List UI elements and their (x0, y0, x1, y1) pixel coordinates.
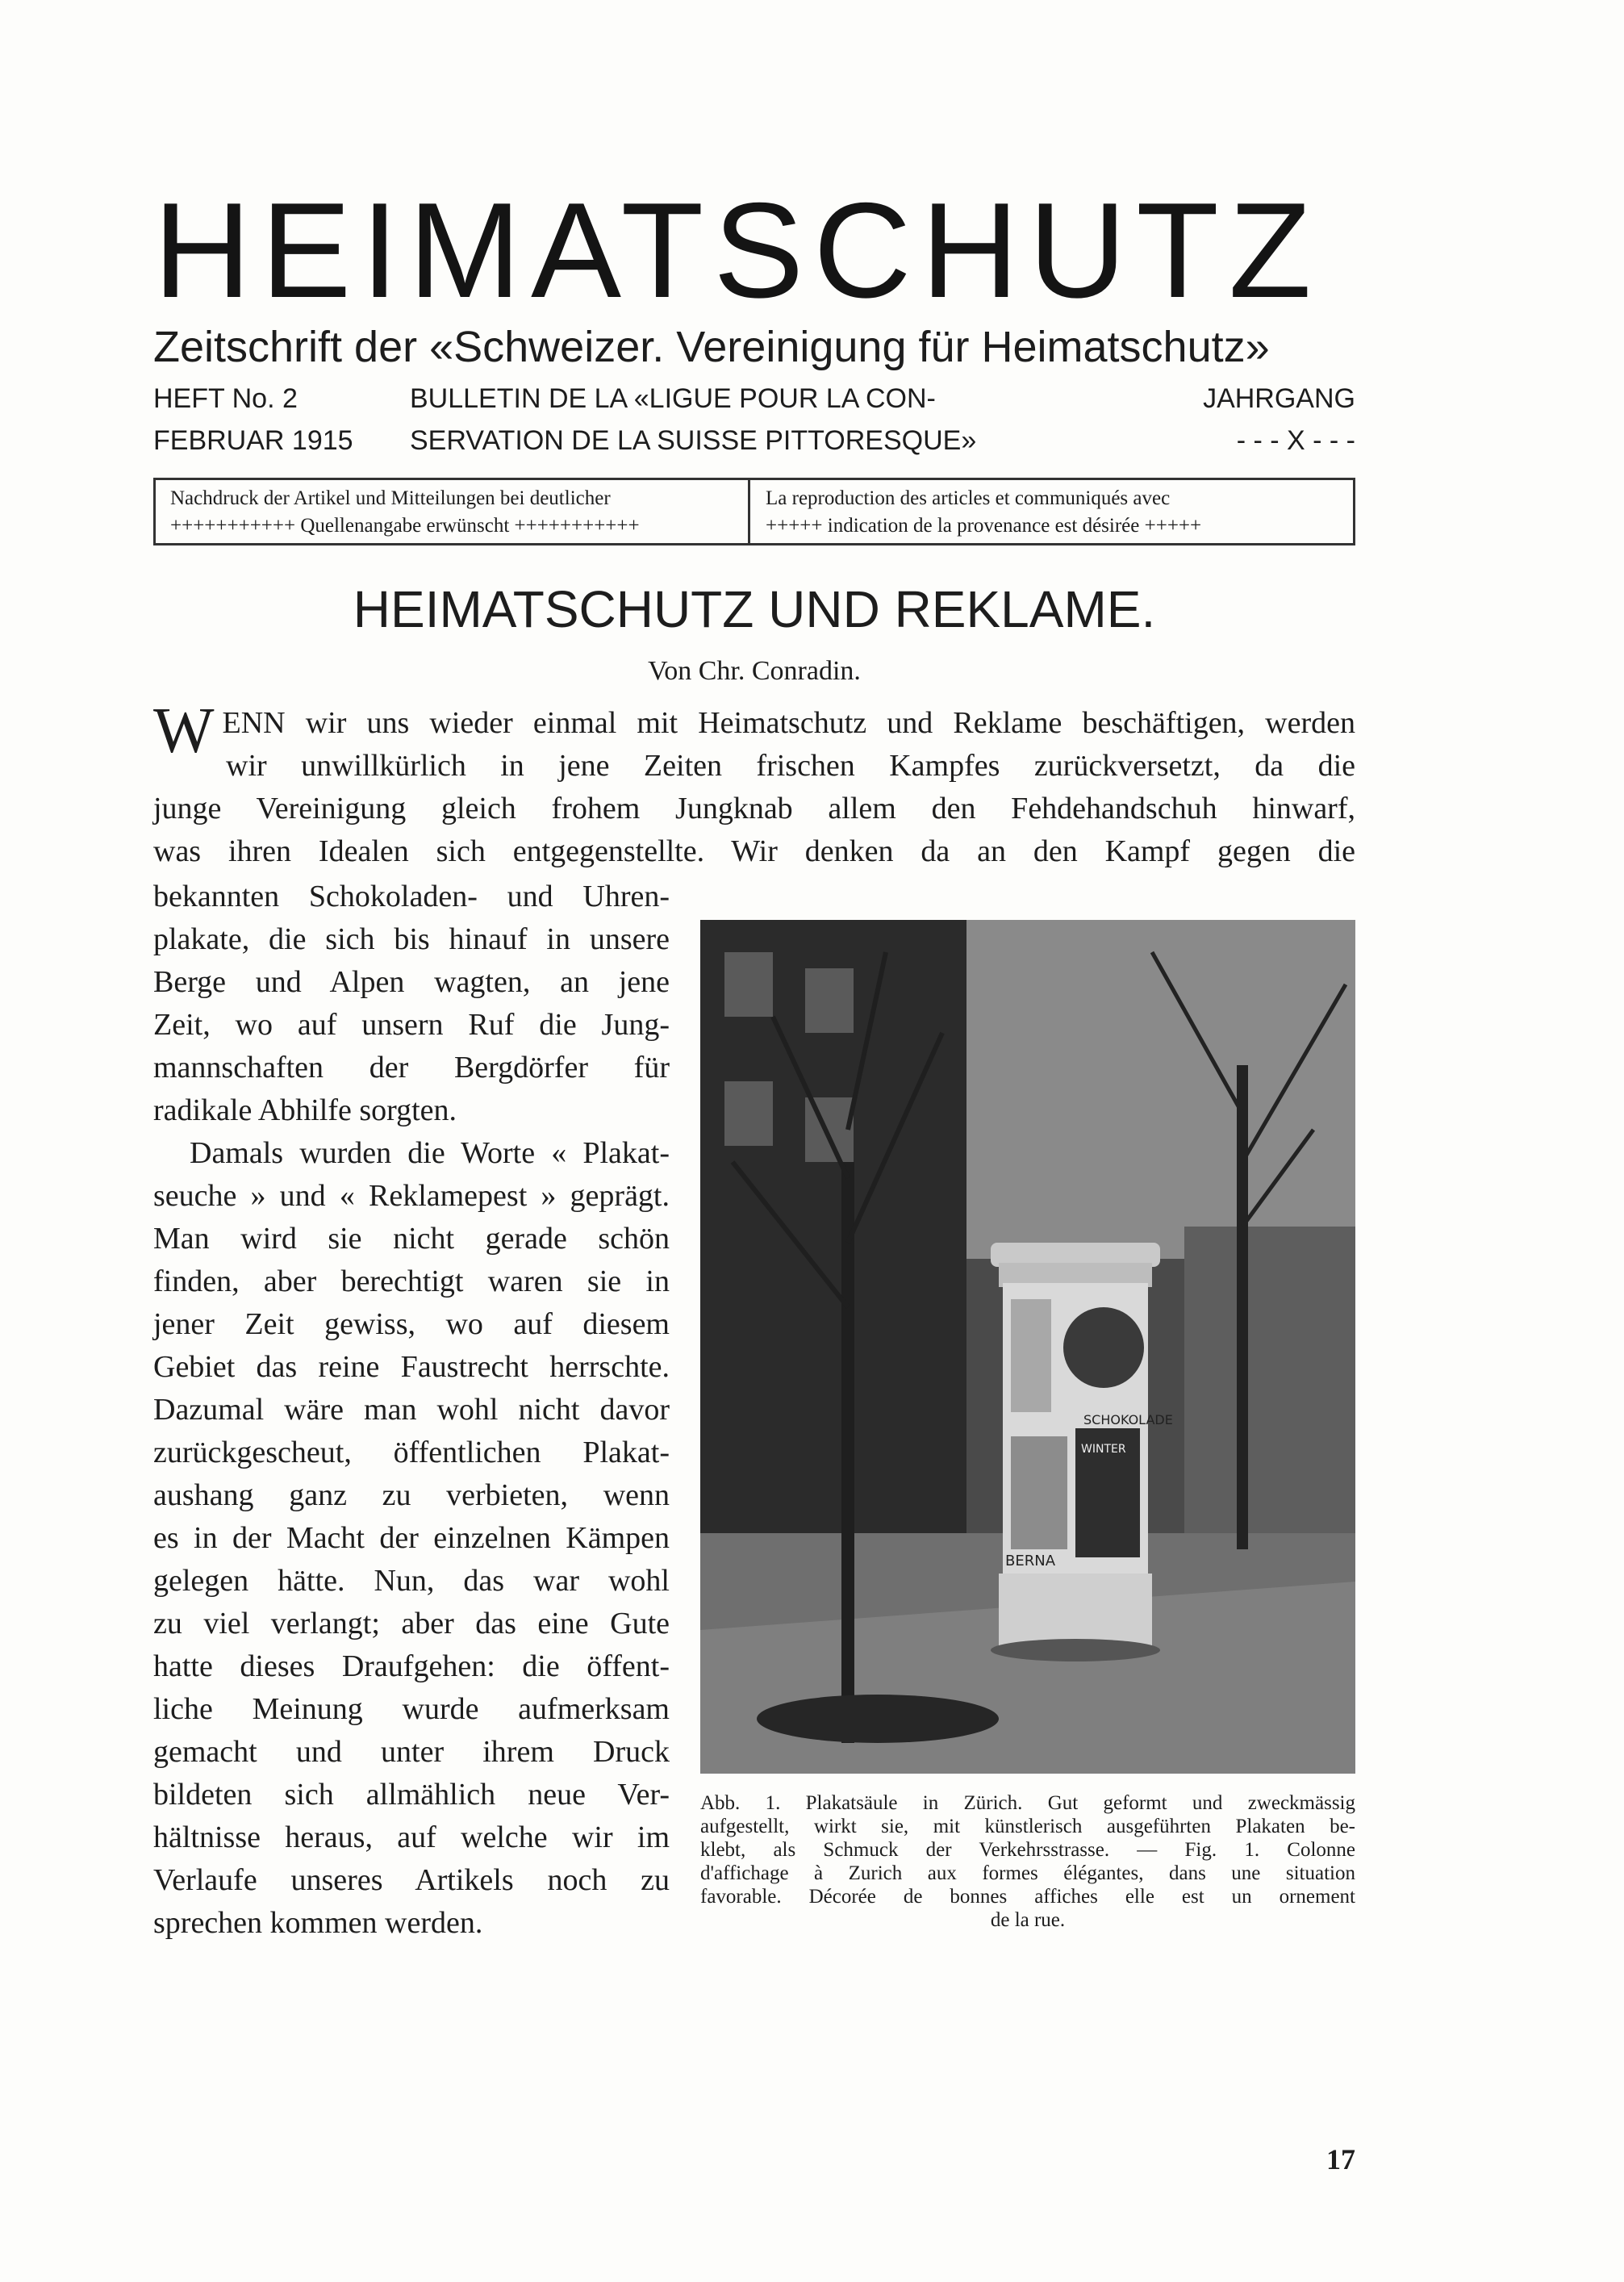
jahrgang-value: - - - X - - - (1236, 425, 1355, 456)
advertising-column-photo (700, 920, 1355, 1774)
intro-line: was ihren Idealen sich entgegenstellte. Wir denken da an den Kampf gegen die (153, 834, 1355, 868)
column-line: Berge und Alpen wagten, an jene (153, 965, 670, 999)
page-number: 17 (1326, 2143, 1355, 2175)
column-line: radikale Abhilfe sorgten. (153, 1093, 457, 1127)
poster-text-3: BERNA (1005, 1553, 1056, 1569)
column-line: liche Meinung wurde aufmerksam (153, 1692, 670, 1726)
masthead-title: HEIMATSCHUTZ (153, 174, 1321, 326)
bulletin-line-1: BULLETIN DE LA «LIGUE POUR LA CON- (410, 383, 936, 414)
bulletin-line-2: SERVATION DE LA SUISSE PITTORESQUE» (410, 425, 977, 456)
column-line: seuche » und « Reklamepest » geprägt. (153, 1179, 670, 1213)
figure-photo (700, 920, 1355, 1774)
notice-de-line-1: Nachdruck der Artikel und Mitteilungen bei deutlicher (170, 487, 611, 509)
column-line: mannschaften der Bergdörfer für (153, 1051, 670, 1085)
column-line: Zeit, wo auf unsern Ruf die Jung- (153, 1008, 670, 1042)
column-line: Man wird sie nicht gerade schön (153, 1222, 670, 1256)
article-intro (153, 696, 1355, 873)
issue-heft: HEFT No. 2 (153, 383, 298, 414)
notice-fr-line-1: La reproduction des articles et communiqués avec (766, 487, 1171, 509)
intro-line: junge Vereinigung gleich frohem Jungknab allem den Fehdehandschuh hinwarf, (153, 792, 1355, 825)
caption-line: aufgestellt, wirkt sie, mit künstlerisch ausgeführten Plakaten be- (700, 1816, 1355, 1837)
column-line: bekannten Schokoladen- und Uhren- (153, 880, 670, 913)
column-line: aushang ganz zu verbieten, wenn (153, 1478, 670, 1512)
caption-line: d'affichage à Zurich aux formes élégantes, dans une situation (700, 1862, 1355, 1884)
figure-caption (700, 1791, 1355, 1932)
column-line: zu viel verlangt; aber das eine Gute (153, 1607, 670, 1640)
column-line: gelegen hätte. Nun, das war wohl (153, 1564, 670, 1598)
column-line: gemacht und unter ihrem Druck (153, 1735, 670, 1769)
column-line: bildeten sich allmählich neue Ver- (153, 1778, 670, 1812)
column-line: Gebiet das reine Faustrecht herrschte. (153, 1350, 670, 1384)
caption-line: klebt, als Schmuck der Verkehrsstrasse. — Fig. 1. Colonne (700, 1839, 1355, 1861)
column-line: sprechen kommen werden. (153, 1906, 483, 1940)
reprint-notice-box (153, 478, 1355, 545)
column-line: es in der Macht der einzelnen Kämpen (153, 1521, 670, 1555)
poster-text-2: WINTER (1081, 1443, 1126, 1456)
column-line: finden, aber berechtigt waren sie in (153, 1264, 670, 1298)
subtitle: Zeitschrift der «Schweizer. Vereinigung für Heimatschutz» (153, 323, 1270, 371)
column-line: Damals wurden die Worte « Plakat- (190, 1136, 670, 1170)
column-line: jener Zeit gewiss, wo auf diesem (153, 1307, 670, 1341)
column-line: hatte dieses Draufgehen: die öffent- (153, 1649, 670, 1683)
column-line: Dazumal wäre man wohl nicht davor (153, 1393, 670, 1427)
article-byline: Von Chr. Conradin. (648, 656, 861, 686)
column-line: Verlaufe unseres Artikels noch zu (153, 1863, 670, 1897)
jahrgang-label: JAHRGANG (1203, 383, 1355, 414)
intro-line: ENN wir uns wieder einmal mit Heimatschutz und Reklame beschäftigen, werden (222, 706, 1355, 740)
caption-line: Abb. 1. Plakatsäule in Zürich. Gut geformt und zweckmässig (700, 1792, 1355, 1814)
article-title: HEIMATSCHUTZ UND REKLAME. (353, 580, 1156, 638)
notice-divider (748, 480, 750, 543)
column-line: hältnisse heraus, auf welche wir im (153, 1820, 670, 1854)
drop-cap: W (153, 696, 215, 767)
poster-text-1: SCHOKOLADE (1083, 1412, 1173, 1427)
intro-line: wir unwillkürlich in jene Zeiten frischen Kampfes zurückversetzt, da die (226, 749, 1355, 783)
notice-de-line-2: +++++++++++ Quellenangabe erwünscht +++++++++++ (170, 515, 640, 537)
issue-date: FEBRUAR 1915 (153, 425, 353, 456)
column-line: plakate, die sich bis hinauf in unsere (153, 922, 670, 956)
caption-line: favorable. Décorée de bonnes affiches elle est un ornement (700, 1886, 1355, 1908)
article-column (153, 876, 670, 1945)
notice-fr-line-2: +++++ indication de la provenance est désirée +++++ (766, 515, 1202, 537)
caption-line: de la rue. (990, 1909, 1066, 1931)
column-line: zurückgescheut, öffentlichen Plakat- (153, 1436, 670, 1469)
